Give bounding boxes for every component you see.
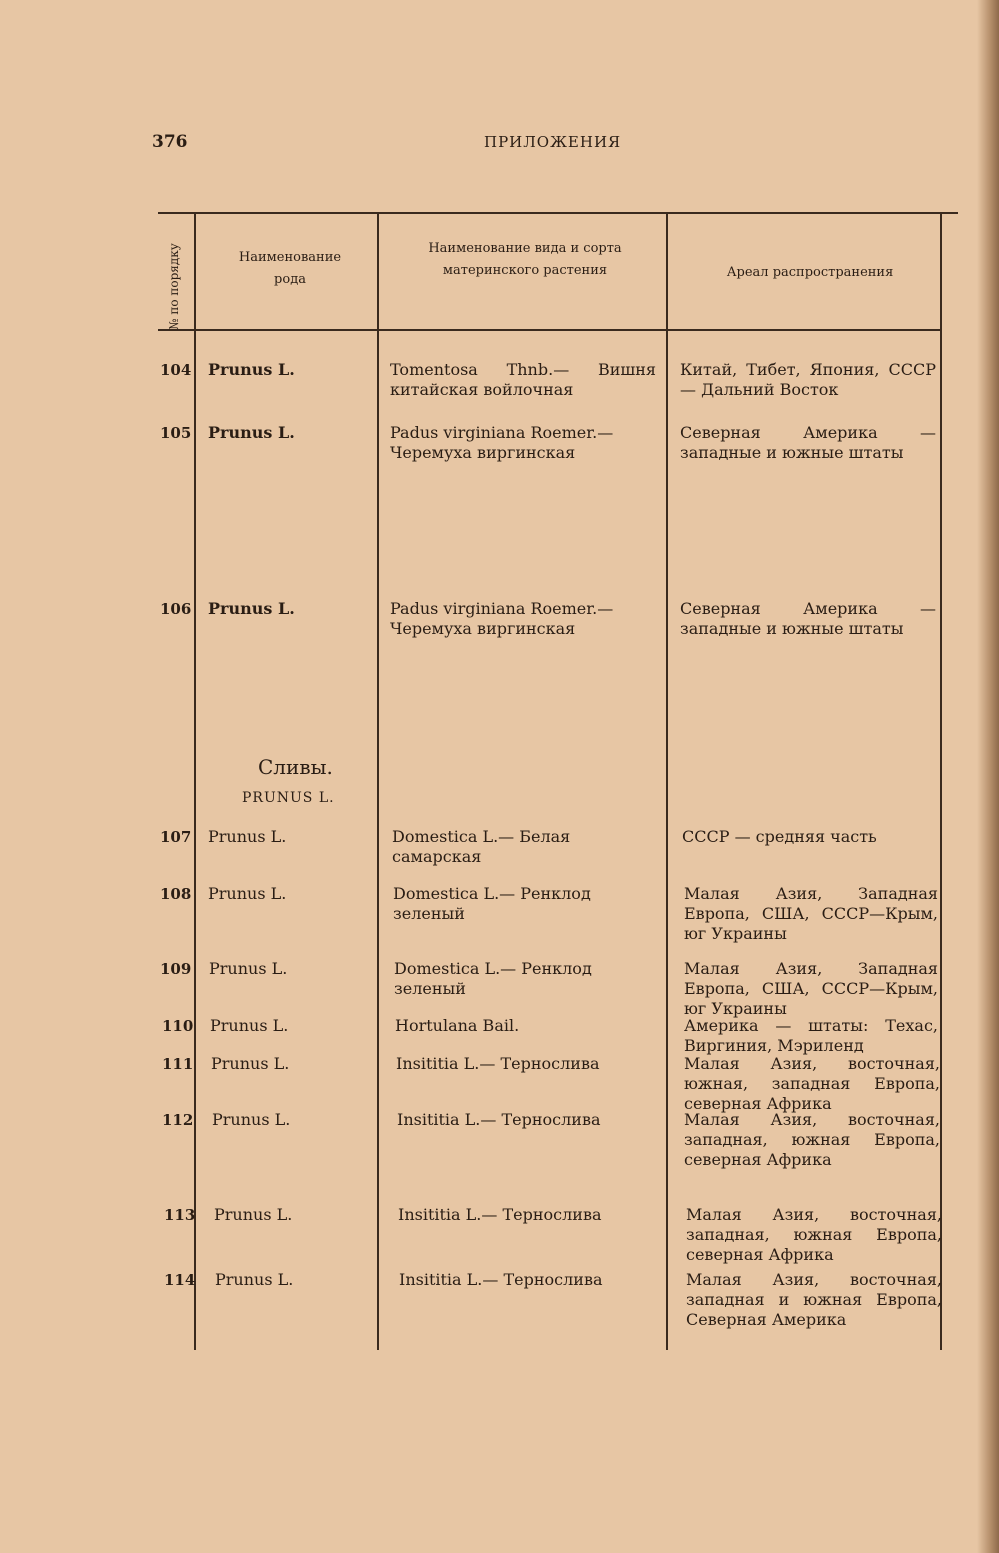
row-number: 110 xyxy=(162,1017,194,1035)
genus-cell: Prunus L. xyxy=(209,959,288,978)
header-species: Наименование вида и сорта материнского растения xyxy=(428,241,622,278)
row-number: 108 xyxy=(160,885,192,903)
range-cell: СССР — средняя часть xyxy=(682,827,877,846)
row-number: 113 xyxy=(164,1206,196,1224)
running-head: ПРИЛОЖЕНИЯ xyxy=(484,133,622,151)
page-number: 376 xyxy=(152,132,188,152)
range-cell: Северная Америка — западные и южные штаты xyxy=(680,599,936,638)
genus-cell: Prunus L. xyxy=(211,1054,290,1073)
genus-cell: Prunus L. xyxy=(210,1016,289,1035)
section-subtitle: PRUNUS L. xyxy=(242,790,335,806)
header-number: № по порядку xyxy=(166,242,181,330)
species-cell: Domestica L.— Белая самарская xyxy=(392,827,571,866)
species-cell: Padus virginiana Roemer.— Черемуха виргинская xyxy=(390,423,614,462)
header-range: Ареал распространения xyxy=(726,265,894,280)
genus-cell: Prunus L. xyxy=(214,1205,293,1224)
range-cell: Малая Азия, Западная Европа, США, СССР—Крым, юг Украины xyxy=(684,959,938,1018)
genus-cell: Prunus L. xyxy=(215,1270,294,1289)
range-cell: Малая Азия, восточная, южная, западная Европа, северная Африка xyxy=(684,1054,940,1113)
range-cell: Америка — штаты: Техас, Виргиния, Мэриленд xyxy=(684,1016,938,1055)
genus-cell: Prunus L. xyxy=(208,423,295,442)
column-divider-3 xyxy=(666,214,668,1350)
range-cell: Малая Азия, восточная, западная, южная Европа, северная Африка xyxy=(684,1110,940,1169)
column-divider-4 xyxy=(940,214,942,1350)
genus-cell: Prunus L. xyxy=(208,360,295,379)
species-cell: Domestica L.— Ренклод зеленый xyxy=(394,959,592,998)
column-divider-2 xyxy=(377,214,379,1350)
row-number: 105 xyxy=(160,424,192,442)
species-cell: Tomentosa Thnb.— Вишня китайская войлочная xyxy=(390,360,656,399)
species-cell: Insititia L.— Терносливa xyxy=(398,1205,602,1224)
header-genus: Наименование рода xyxy=(238,250,342,287)
row-number: 104 xyxy=(160,361,192,379)
row-number: 112 xyxy=(162,1111,194,1129)
genus-cell: Prunus L. xyxy=(212,1110,291,1129)
range-cell: Малая Азия, восточная, западная, южная Европа, северная Африка xyxy=(686,1205,942,1264)
row-number: 114 xyxy=(164,1271,196,1289)
species-cell: Padus virginiana Roemer.— Черемуха виргинская xyxy=(390,599,614,638)
row-number: 109 xyxy=(160,960,192,978)
row-number: 107 xyxy=(160,828,192,846)
species-cell: Insititia L.— Терносливa xyxy=(397,1110,601,1129)
range-cell: Малая Азия, восточная, западная и южная Европа, Северная Америка xyxy=(686,1270,942,1329)
range-cell: Китай, Тибет, Япония, СССР — Дальний Восток xyxy=(680,360,936,399)
row-number: 106 xyxy=(160,600,192,618)
species-cell: Insititia L.— Терносливa xyxy=(399,1270,603,1289)
species-cell: Insititia L.— Терносливa xyxy=(396,1054,600,1073)
row-number: 111 xyxy=(162,1055,194,1073)
genus-cell: Prunus L. xyxy=(208,827,287,846)
range-cell: Малая Азия, Западная Европа, США, СССР—Крым, юг Украины xyxy=(684,884,938,943)
section-title: Сливы. xyxy=(258,755,333,779)
genus-cell: Prunus L. xyxy=(208,599,295,618)
page-edge xyxy=(977,0,999,1553)
species-cell: Hortulana Bail. xyxy=(395,1016,520,1035)
table-top-rule xyxy=(158,212,958,214)
header-bottom-rule xyxy=(158,329,942,331)
range-cell: Северная Америка — западные и южные штаты xyxy=(680,423,936,462)
species-cell: Domestica L.— Ренклод зеленый xyxy=(393,884,591,923)
column-divider-1 xyxy=(194,214,196,1350)
genus-cell: Prunus L. xyxy=(208,884,287,903)
